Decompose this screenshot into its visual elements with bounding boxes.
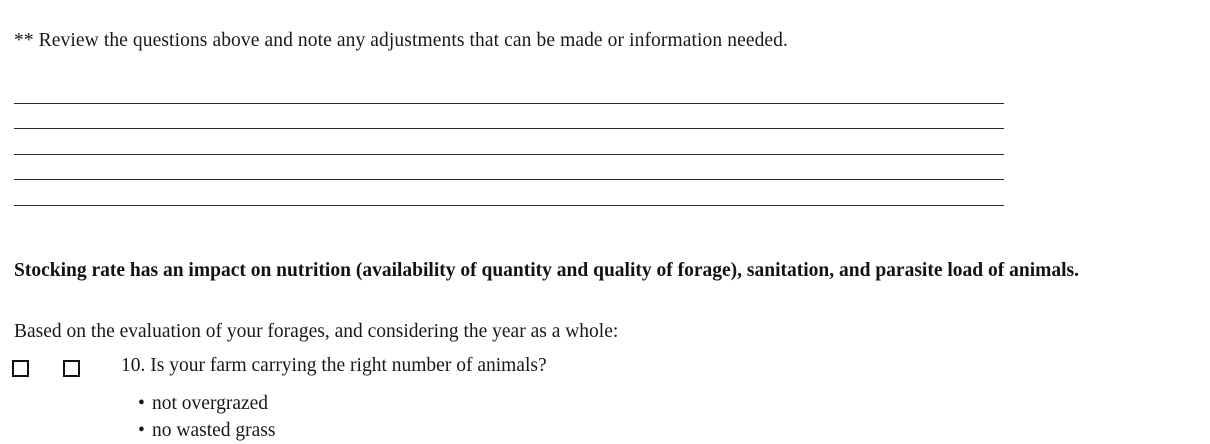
question-10-text: 10. Is your farm carrying the right number of animals? xyxy=(121,355,547,376)
list-item xyxy=(138,417,275,444)
blank-line xyxy=(14,155,1004,181)
bullet-dot-icon: • xyxy=(138,420,145,441)
question-10-bullets xyxy=(138,390,275,444)
question-10-row xyxy=(12,355,1112,377)
intro-note: ** Review the questions above and note any adjustments that can be made or information needed. xyxy=(14,30,789,51)
stocking-rate-statement: Stocking rate has an impact on nutrition (availability of quantity and quality of forage), sanitation, and parasite load of animals. xyxy=(14,260,1080,281)
checkbox-yes[interactable] xyxy=(12,360,29,377)
list-item xyxy=(138,390,275,417)
blank-line xyxy=(14,129,1004,155)
evaluation-intro-line: Based on the evaluation of your forages, and considering the year as a whole: xyxy=(14,321,619,342)
blank-write-in-lines xyxy=(14,78,1004,206)
blank-line xyxy=(14,180,1004,206)
list-item-label: no wasted grass xyxy=(152,420,276,441)
blank-line xyxy=(14,104,1004,130)
list-item-label: not overgrazed xyxy=(152,393,269,414)
checkbox-no[interactable] xyxy=(63,360,80,377)
bullet-dot-icon: • xyxy=(138,393,145,414)
blank-line xyxy=(14,78,1004,104)
